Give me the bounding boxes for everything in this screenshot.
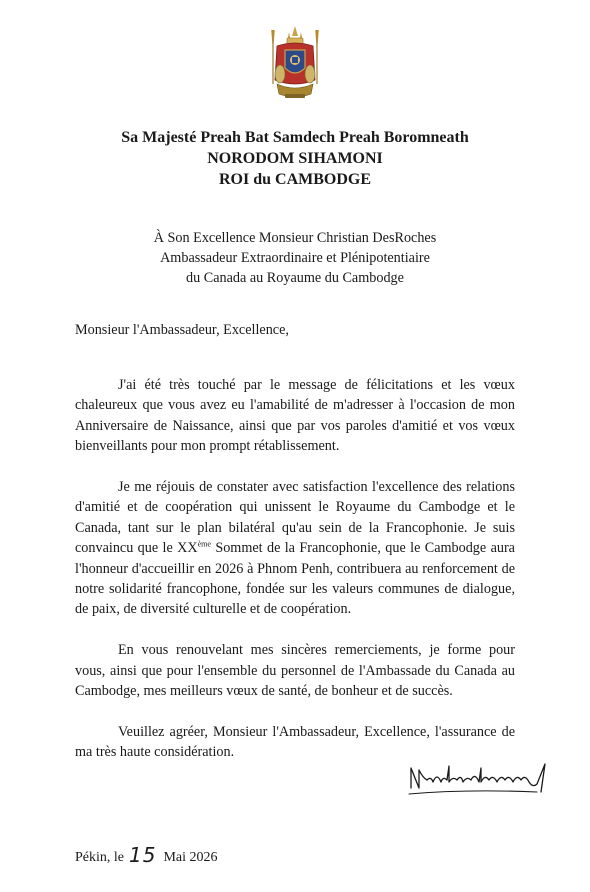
dateline-month-year: Mai 2026	[163, 850, 218, 865]
ordinal-superscript: ème	[197, 539, 211, 549]
salutation: Monsieur l'Ambassadeur, Excellence,	[75, 322, 289, 338]
recipient-mission: du Canada au Royaume du Cambodge	[186, 270, 404, 286]
paragraph-francophonie	[75, 477, 515, 620]
recipient-title: Ambassadeur Extraordinaire et Plénipotentiaire	[160, 250, 430, 266]
sender-title: Sa Majesté Preah Bat Samdech Preah Boromneath	[121, 129, 469, 146]
recipient-block	[0, 228, 590, 288]
dateline	[75, 842, 218, 866]
paragraph-francophonie-text-1: Je me réjouis de constater avec satisfaction l'excellence des relations d'amitié et de coopération qui unissent le Royaume du Cambodge et le Canada, tant sur le plan bilatéral qu'au sein de la Francophonie. Je suis convaincu que le XX	[75, 479, 515, 557]
recipient-name: À Son Excellence Monsieur Christian DesRoches	[153, 230, 437, 246]
sender-header	[0, 127, 590, 190]
sender-role: ROI du CAMBODGE	[218, 171, 372, 188]
paragraph-thanks: J'ai été très touché par le message de félicitations et les vœux chaleureux que vous avez eu l'amabilité de m'adresser à l'occasion de mon Anniversaire de Naissance, ainsi que par vos paroles d'amitié et vos vœux bienveillants pour mon prompt rétablissement.	[75, 377, 515, 455]
paragraph-wishes: En vous renouvelant mes sincères remerciements, je forme pour vous, ainsi que pour l'ensemble du personnel de l'Ambassade du Canada au Cambodge, mes meilleurs vœux de santé, de bonheur et de succès.	[75, 642, 515, 700]
dateline-day-handwritten: 15	[129, 843, 157, 867]
sender-name: NORODOM SIHAMONI	[207, 150, 383, 167]
royal-coat-of-arms-emblem	[263, 24, 327, 102]
dateline-place: Pékin, le	[75, 850, 124, 865]
paragraph-francophonie-text-2: Sommet de la Francophonie, que le Cambodge aura l'honneur d'accueillir en 2026 à Phnom Penh, contribuera au renforcement de notre solidarité francophone, fondée sur les valeurs communes de dialogue, de paix, de diversité culturelle et de coopération.	[75, 540, 515, 618]
paragraph-closing: Veuillez agréer, Monsieur l'Ambassadeur, Excellence, l'assurance de ma très haute considération.	[75, 723, 515, 761]
handwritten-signature	[405, 758, 555, 800]
letter-body	[75, 375, 515, 783]
